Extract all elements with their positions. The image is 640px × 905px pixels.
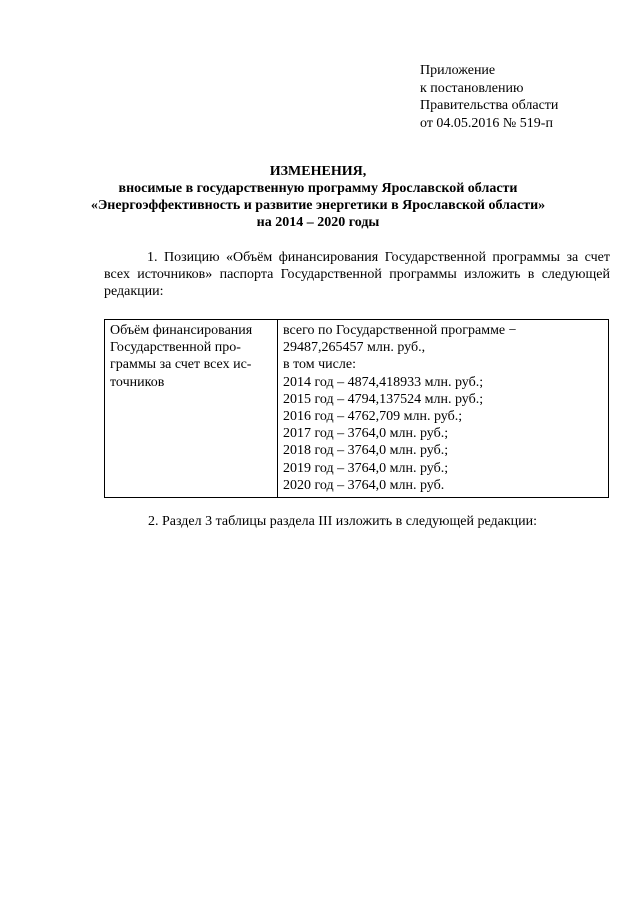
cell-line: всего по Государственной программе − [283,323,517,338]
table-cell-value [278,320,609,498]
title-line: ИЗМЕНЕНИЯ, [269,164,367,179]
title-line: вносимые в государственную программу Ярославской области [118,181,518,196]
cell-line: в том числе: [283,357,356,373]
cell-line: 2016 год – 4762,709 млн. руб.; [283,409,463,425]
appendix-header [420,62,558,132]
table-row [105,320,609,498]
cell-line: 2014 год – 4874,418933 млн. руб.; [283,374,484,390]
cell-line: 2018 год – 3764,0 млн. руб.; [283,443,449,459]
title-line: на 2014 – 2020 годы [256,215,380,230]
financing-table [104,319,609,498]
paragraph-2: 2. Раздел 3 таблицы раздела III изложить в следующей редакции: [148,514,538,529]
table-cell-label [105,320,278,498]
cell-line: 2019 год – 3764,0 млн. руб.; [283,460,449,476]
cell-line: 29487,265457 млн. руб., [283,340,426,356]
appendix-line: Приложение [420,63,496,78]
appendix-line: к постановлению [420,80,524,96]
appendix-line: от 04.05.2016 № 519-п [420,115,553,131]
cell-line: Объём финансирования [110,323,253,338]
cell-line: 2020 год – 3764,0 млн. руб. [283,477,445,493]
cell-line: граммы за счет всех ис- [110,357,252,373]
paragraph-1: 1. Позицию «Объём финансирования Государственной программы за счет всех источников» паспорта Государственной программы изложить в следующей редакции: [104,250,610,299]
document-title [90,163,546,231]
cell-line: 2017 год – 3764,0 млн. руб.; [283,426,449,442]
cell-line: 2015 год – 4794,137524 млн. руб.; [283,391,484,407]
appendix-line: Правительства области [420,98,559,113]
title-line: «Энергоэффективность и развитие энергетики в Ярославской области» [90,198,546,213]
cell-line: Государственной про- [110,340,241,356]
cell-line: точников [110,374,165,390]
